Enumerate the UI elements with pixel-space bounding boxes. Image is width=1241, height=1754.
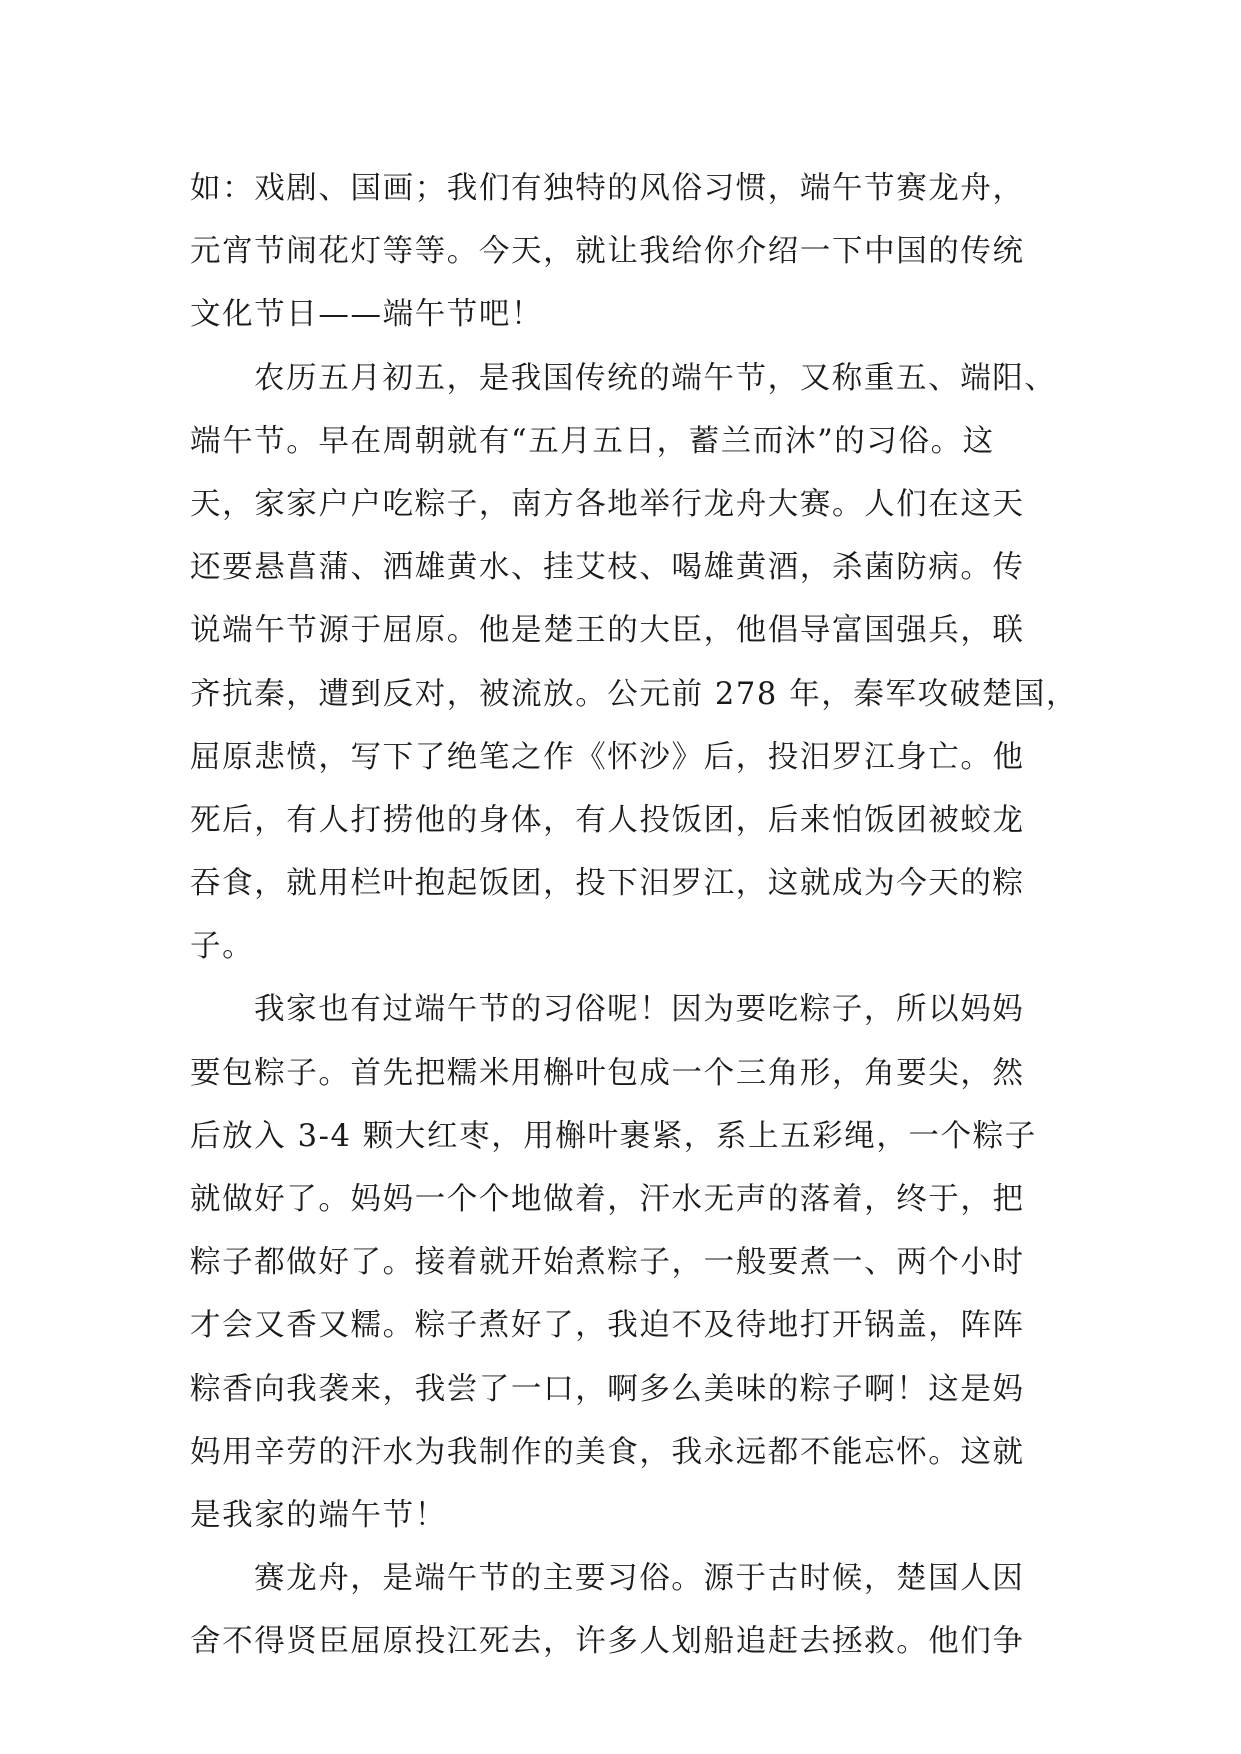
text-line: 舍不得贤臣屈原投江死去，许多人划船追赶去拯救。他们争: [190, 1624, 1025, 1660]
text-line: 文化节日——端午节吧！: [190, 297, 544, 333]
text-line: 是我家的端午节！: [190, 1497, 447, 1533]
text-line: 说端午节源于屈原。他是楚王的大臣，他倡导富国强兵，联: [190, 613, 1025, 649]
text-line: 还要悬菖蒲、洒雄黄水、挂艾枝、喝雄黄酒，杀菌防病。传: [190, 550, 1025, 586]
body-text: [190, 157, 1079, 1674]
text-line: 子。: [190, 929, 255, 965]
text-line: 死后，有人打捞他的身体，有人投饭团，后来怕饭团被蛟龙: [190, 802, 1025, 838]
text-line: 赛龙舟，是端午节的主要习俗。源于古时候，楚国人因: [254, 1561, 1025, 1597]
text-line: 吞食，就用栏叶抱起饭团，投下汨罗江，这就成为今天的粽: [190, 866, 1025, 902]
text-line: 端午节。早在周朝就有“五月五日，蓄兰而沐”的习俗。这: [190, 423, 995, 459]
text-line: 屈原悲愤，写下了绝笔之作《怀沙》后，投汨罗江身亡。他: [190, 739, 1025, 775]
text-line: 元宵节闹花灯等等。今天，就让我给你介绍一下中国的传统: [190, 234, 1025, 270]
text-line: 如：戏剧、国画；我们有独特的风俗习惯，端午节赛龙舟，: [190, 171, 1025, 206]
text-line: 齐抗秦，遭到反对，被流放。公元前 278 年，秦军攻破楚国，: [190, 676, 1079, 712]
text-line: 妈用辛劳的汗水为我制作的美食，我永远都不能忘怀。这就: [190, 1434, 1025, 1470]
text-line: 粽香向我袭来，我尝了一口，啊多么美味的粽子啊！这是妈: [190, 1371, 1025, 1407]
text-line: 我家也有过端午节的习俗呢！因为要吃粽子，所以妈妈: [254, 992, 1025, 1028]
text-line: 天，家家户户吃粽子，南方各地举行龙舟大赛。人们在这天: [190, 486, 1025, 522]
text-line: 农历五月初五，是我国传统的端午节，又称重五、端阳、: [254, 360, 1057, 396]
text-line: 才会又香又糯。粽子煮好了，我迫不及待地打开锅盖，阵阵: [190, 1308, 1025, 1344]
text-line: 粽子都做好了。接着就开始煮粽子，一般要煮一、两个小时: [190, 1245, 1025, 1281]
text-line: 要包粽子。首先把糯米用槲叶包成一个三角形，角要尖，然: [190, 1055, 1025, 1091]
text-line: 就做好了。妈妈一个个地做着，汗水无声的落着，终于，把: [190, 1182, 1025, 1217]
text-line: 后放入 3-4 颗大红枣，用槲叶裹紧，系上五彩绳，一个粽子: [190, 1118, 1037, 1154]
